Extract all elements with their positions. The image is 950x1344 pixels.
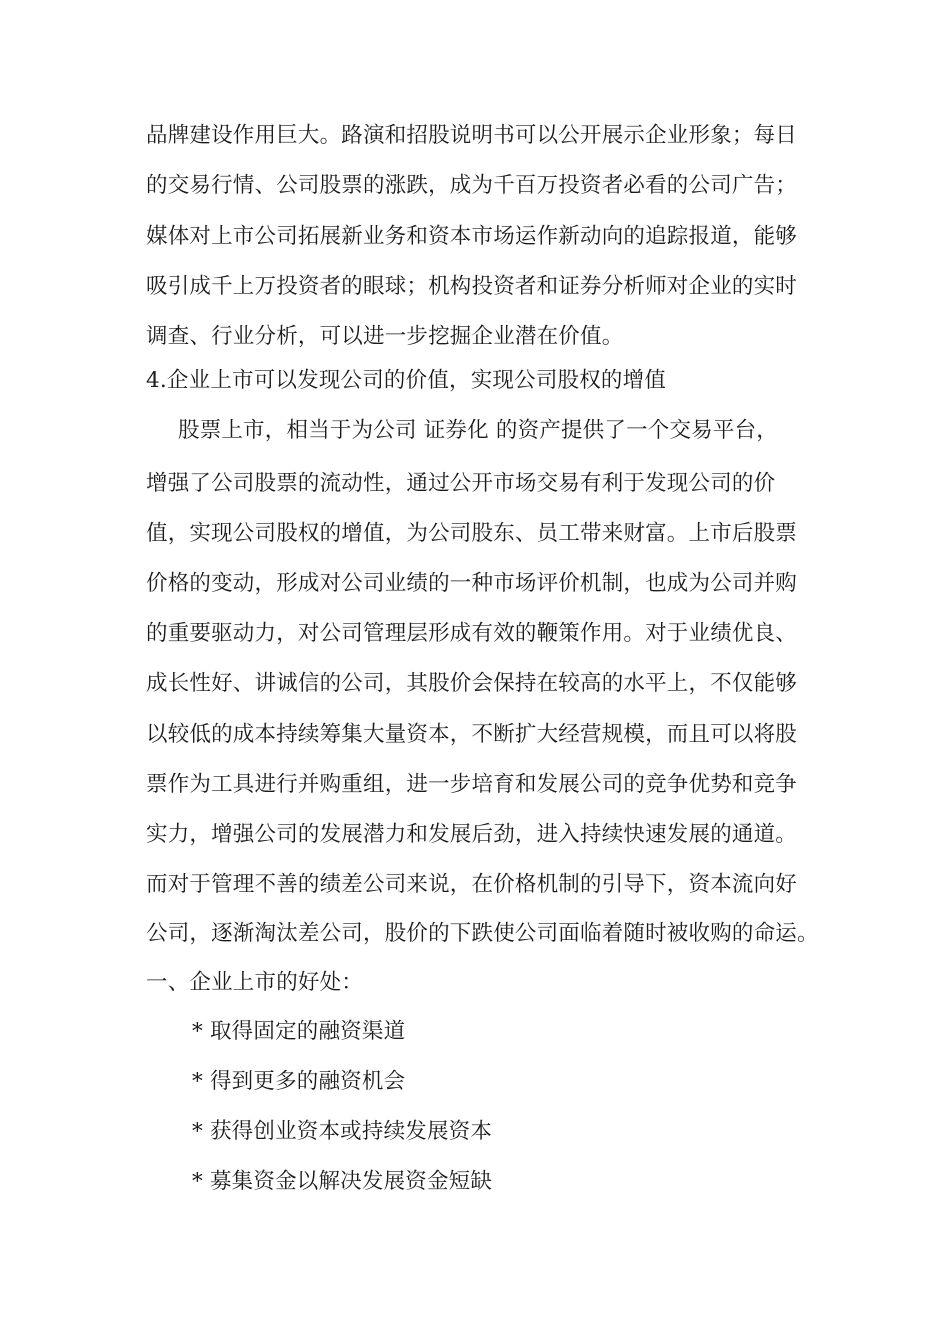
paragraph-line: 的重要驱动力，对公司管理层形成有效的鞭策作用。对于业绩优良、 xyxy=(146,621,798,646)
paragraph-line: 的交易行情、公司股票的涨跌，成为千百万投资者必看的公司广告； xyxy=(146,173,798,198)
list-item: * 募集资金以解决发展资金短缺 xyxy=(192,1169,493,1194)
section-heading: 一、企业上市的好处： xyxy=(146,970,364,995)
paragraph-line: 以较低的成本持续筹集大量资本，不断扩大经营规模，而且可以将股 xyxy=(146,722,798,747)
paragraph-line: 媒体对上市公司拓展新业务和资本市场运作新动向的追踪报道，能够 xyxy=(146,224,798,249)
paragraph-line: 值，实现公司股权的增值，为公司股东、员工带来财富。上市后股票 xyxy=(146,521,798,546)
paragraph-line: 吸引成千上万投资者的眼球；机构投资者和证券分析师对企业的实时 xyxy=(146,274,798,299)
section-heading: 4.企业上市可以发现公司的价值，实现公司股权的增值 xyxy=(146,368,667,393)
paragraph-line: 公司，逐渐淘汰差公司，股价的下跌使公司面临着随时被收购的命运。 xyxy=(146,921,819,946)
list-item: * 得到更多的融资机会 xyxy=(192,1069,406,1094)
paragraph-line: 成长性好、讲诚信的公司，其股价会保持在较高的水平上，不仅能够 xyxy=(146,671,798,696)
paragraph-line: 价格的变动，形成对公司业绩的一种市场评价机制，也成为公司并购 xyxy=(146,571,798,596)
paragraph-line: 增强了公司股票的流动性，通过公开市场交易有利于发现公司的价 xyxy=(146,471,776,496)
paragraph-line: 股票上市，相当于为公司 证券化 的资产提供了一个交易平台， xyxy=(178,418,778,443)
paragraph-line: 实力，增强公司的发展潜力和发展后劲，进入持续快速发展的通道。 xyxy=(146,822,798,847)
paragraph-line: 而对于管理不善的绩差公司来说，在价格机制的引导下，资本流向好 xyxy=(146,872,798,897)
list-item: * 获得创业资本或持续发展资本 xyxy=(192,1119,493,1144)
paragraph-line: 票作为工具进行并购重组，进一步培育和发展公司的竞争优势和竞争 xyxy=(146,772,798,797)
paragraph-line: 调查、行业分析，可以进一步挖掘企业潜在价值。 xyxy=(146,324,624,349)
paragraph-line: 品牌建设作用巨大。路演和招股说明书可以公开展示企业形象；每日 xyxy=(146,123,798,148)
list-item: * 取得固定的融资渠道 xyxy=(192,1019,406,1044)
